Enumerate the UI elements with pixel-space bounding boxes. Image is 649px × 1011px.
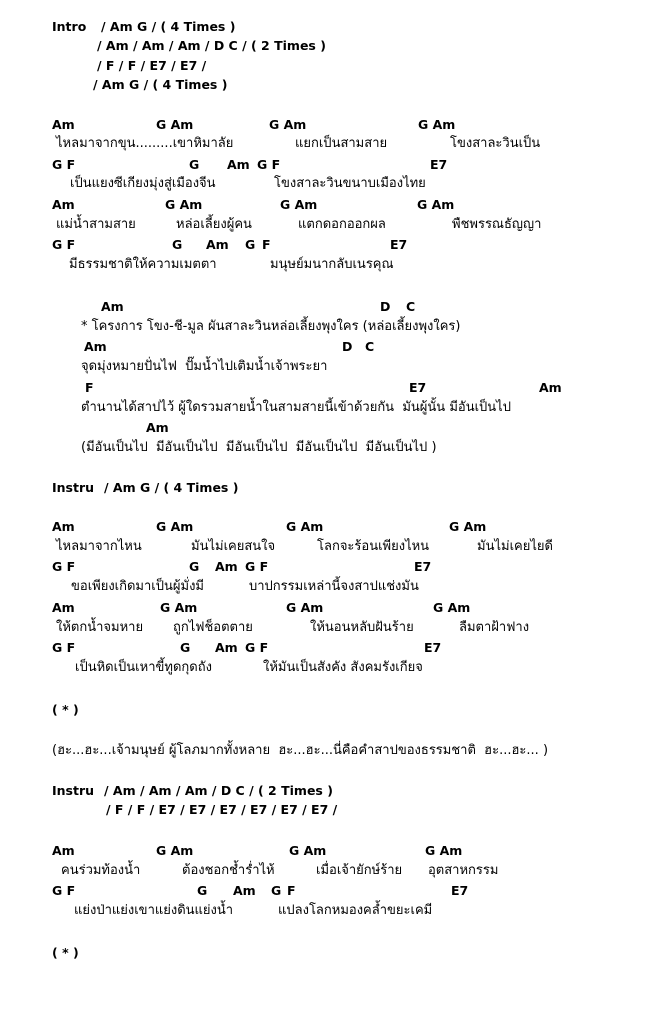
lyric: เป็นแยงซีเกียงมุ่งสู่เมืองจีน: [70, 176, 216, 191]
chord: F: [85, 380, 94, 395]
chord: E7: [451, 883, 469, 898]
chord: G Am: [433, 600, 471, 615]
intro-line-4: / Am G / ( 4 Times ): [93, 77, 228, 92]
lyric: อุตสาหกรรม: [428, 863, 499, 878]
chord: Am: [52, 843, 75, 858]
chorus-lyrics-2: จุดมุ่งหมายปั่นไฟ ปั๊มน้ำไปเติมน้ำเจ้าพระยา: [81, 359, 328, 374]
verse1-lyrics-3: [52, 217, 612, 233]
chord: Am: [215, 559, 238, 574]
chord: E7: [414, 559, 432, 574]
chord: G Am: [425, 843, 463, 858]
chord: Am: [84, 339, 107, 354]
verse2-lyrics-4: [52, 660, 612, 676]
chord: C: [365, 339, 375, 354]
chord: Am: [539, 380, 562, 395]
lyric: แย่งป่าแย่งเขาแย่งดินแย่งน้ำ: [74, 903, 234, 918]
spoken-line: (ฮะ...ฮะ...เจ้ามนุษย์ ผู้โลภมากทั้งหลาย ฮะ...ฮะ...นี่คือคำสาปของธรรมชาติ ฮะ...ฮะ... ): [52, 743, 549, 758]
lyric: มนุษย์มนากลับเนรคุณ: [270, 257, 394, 272]
lyric: โขงสาละวินเป็น: [450, 136, 541, 151]
verse1-chords-3: [52, 197, 612, 213]
lyric: บาปกรรมเหล่านี้จงสาปแช่งมัน: [249, 579, 419, 594]
verse2-chords-4: [52, 640, 612, 656]
chord: Am: [101, 299, 124, 314]
lyric: ถูกไฟช็อตตาย: [173, 620, 253, 635]
verse2-chords-1: [52, 519, 612, 535]
verse3-lyrics-2: [52, 903, 612, 919]
lyric: มันไม่เคยสนใจ: [191, 539, 276, 554]
lyric: คนร่วมท้องน้ำ: [61, 863, 141, 878]
intro-line-1: / Am G / ( 4 Times ): [101, 19, 236, 34]
lyric: โขงสาละวินขนาบเมืองไทย: [274, 176, 426, 191]
chord: D: [342, 339, 353, 354]
lyric: มันไม่เคยไยดี: [477, 539, 553, 554]
instru2-line-2: / F / F / E7 / E7 / E7 / E7 / E7 / E7 /: [106, 802, 338, 817]
lyric: ไหลมาจากขุน.........เขาหิมาลัย: [56, 136, 234, 151]
lyric: เมื่อเจ้ายักษ์ร้าย: [316, 863, 403, 878]
chord: G Am: [156, 519, 194, 534]
chord: G F: [52, 640, 76, 655]
chord: G F: [52, 237, 76, 252]
verse3-chords-1: [52, 843, 612, 859]
chord: G F: [52, 559, 76, 574]
chord: Am: [146, 420, 169, 435]
chord: G: [172, 237, 183, 252]
chord: G F: [257, 157, 281, 172]
chorus-chords-2: [80, 339, 600, 355]
instru2-label: Instru: [52, 783, 95, 798]
chord: G Am: [156, 843, 194, 858]
chord: G: [189, 157, 200, 172]
chord: G Am: [156, 117, 194, 132]
intro-line-2: / Am / Am / Am / D C / ( 2 Times ): [97, 38, 326, 53]
verse1-lyrics-4: [52, 257, 612, 273]
lyric: ขอเพียงเกิดมาเป็นผู้มั่งมี: [71, 579, 204, 594]
chord: Am: [233, 883, 256, 898]
verse2-lyrics-3: [52, 620, 612, 636]
lyric: โลกจะร้อนเพียงไหน: [317, 539, 430, 554]
chorus-lyrics-1: * โครงการ โขง-ชี-มูล ผันสาละวินหล่อเลี้ยงพุงใคร (หล่อเลี้ยงพุงใคร): [81, 319, 461, 334]
chord: G Am: [286, 600, 324, 615]
chord: G: [189, 559, 200, 574]
instru1-label: Instru: [52, 480, 95, 495]
lyric: แยกเป็นสามสาย: [295, 136, 388, 151]
chord: F: [287, 883, 296, 898]
chord: E7: [430, 157, 448, 172]
chord: G Am: [269, 117, 307, 132]
lyric: ลืมตาฝ้าฟาง: [459, 620, 530, 635]
chord: Am: [52, 600, 75, 615]
chorus-lyrics-3: ตำนานได้สาปไว้ ผู้ใดรวมสายน้ำในสามสายนี้เข้าด้วยกัน มันผู้นั้น มีอันเป็นไป: [81, 400, 511, 415]
verse1-chords-2: [52, 157, 612, 173]
intro-line-3: / F / F / E7 / E7 /: [97, 58, 207, 73]
chorus-chords-4: [80, 420, 600, 436]
chorus-chords-1: [80, 299, 600, 315]
lyric: ให้ตกน้ำจมหาย: [56, 620, 144, 635]
chord: D: [380, 299, 391, 314]
chorus-lyrics-4: (มีอันเป็นไป มีอันเป็นไป มีอันเป็นไป มีอันเป็นไป มีอันเป็นไป ): [81, 440, 437, 455]
instru1-line: / Am G / ( 4 Times ): [104, 480, 239, 495]
chord: G Am: [286, 519, 324, 534]
chord: G Am: [289, 843, 327, 858]
chord: G F: [52, 157, 76, 172]
chord: G: [271, 883, 282, 898]
lyric: แม่น้ำสามสาย: [56, 217, 136, 232]
lyric: หล่อเลี้ยงผู้คน: [176, 217, 252, 232]
chord: G Am: [280, 197, 318, 212]
chord: Am: [52, 117, 75, 132]
chord: G F: [245, 640, 269, 655]
lyric: ต้องชอกช้ำร่ำไห้: [182, 863, 275, 878]
chord: G Am: [417, 197, 455, 212]
chorus-reference-1: ( * ): [52, 702, 79, 717]
verse1-lyrics-1: [52, 136, 612, 152]
lyric: ไหลมาจากไหน: [56, 539, 142, 554]
chord: Am: [52, 197, 75, 212]
lyric: ให้นอนหลับฝันร้าย: [310, 620, 414, 635]
chord: E7: [409, 380, 427, 395]
lyric: เป็นหิดเป็นเหาขี้ทูดกุดถัง: [75, 660, 212, 675]
lyric: แตกดอกออกผล: [298, 217, 386, 232]
chord: Am: [206, 237, 229, 252]
verse3-lyrics-1: [52, 863, 612, 879]
instru2-line-1: / Am / Am / Am / D C / ( 2 Times ): [104, 783, 333, 798]
lyric: มีธรรมชาติให้ความเมตตา: [69, 257, 217, 272]
chord: C: [406, 299, 416, 314]
verse2-chords-2: [52, 559, 612, 575]
chord: G Am: [160, 600, 198, 615]
chord: Am: [52, 519, 75, 534]
chord: G Am: [449, 519, 487, 534]
verse2-lyrics-1: [52, 539, 612, 555]
chord: Am: [227, 157, 250, 172]
chord: G Am: [418, 117, 456, 132]
chord: E7: [390, 237, 408, 252]
verse2-lyrics-2: [52, 579, 612, 595]
lyric: แปลงโลกหมองคล้ำขยะเคมี: [278, 903, 433, 918]
lyric: พืชพรรณธัญญา: [452, 217, 542, 232]
chord: Am: [215, 640, 238, 655]
chord: E7: [424, 640, 442, 655]
lyric: ให้มันเป็นสังคัง สังคมรังเกียจ: [263, 660, 423, 675]
verse2-chords-3: [52, 600, 612, 616]
verse1-chords-1: [52, 117, 612, 133]
verse1-lyrics-2: [52, 176, 612, 192]
chord: G Am: [165, 197, 203, 212]
intro-label: Intro: [52, 19, 87, 34]
chord: G: [180, 640, 191, 655]
verse1-chords-4: [52, 237, 612, 253]
chorus-chords-3: [80, 380, 600, 396]
verse3-chords-2: [52, 883, 612, 899]
chorus-reference-2: ( * ): [52, 945, 79, 960]
chord: G: [245, 237, 256, 252]
chord: F: [262, 237, 271, 252]
chord: G F: [245, 559, 269, 574]
chord: G: [197, 883, 208, 898]
chord: G F: [52, 883, 76, 898]
